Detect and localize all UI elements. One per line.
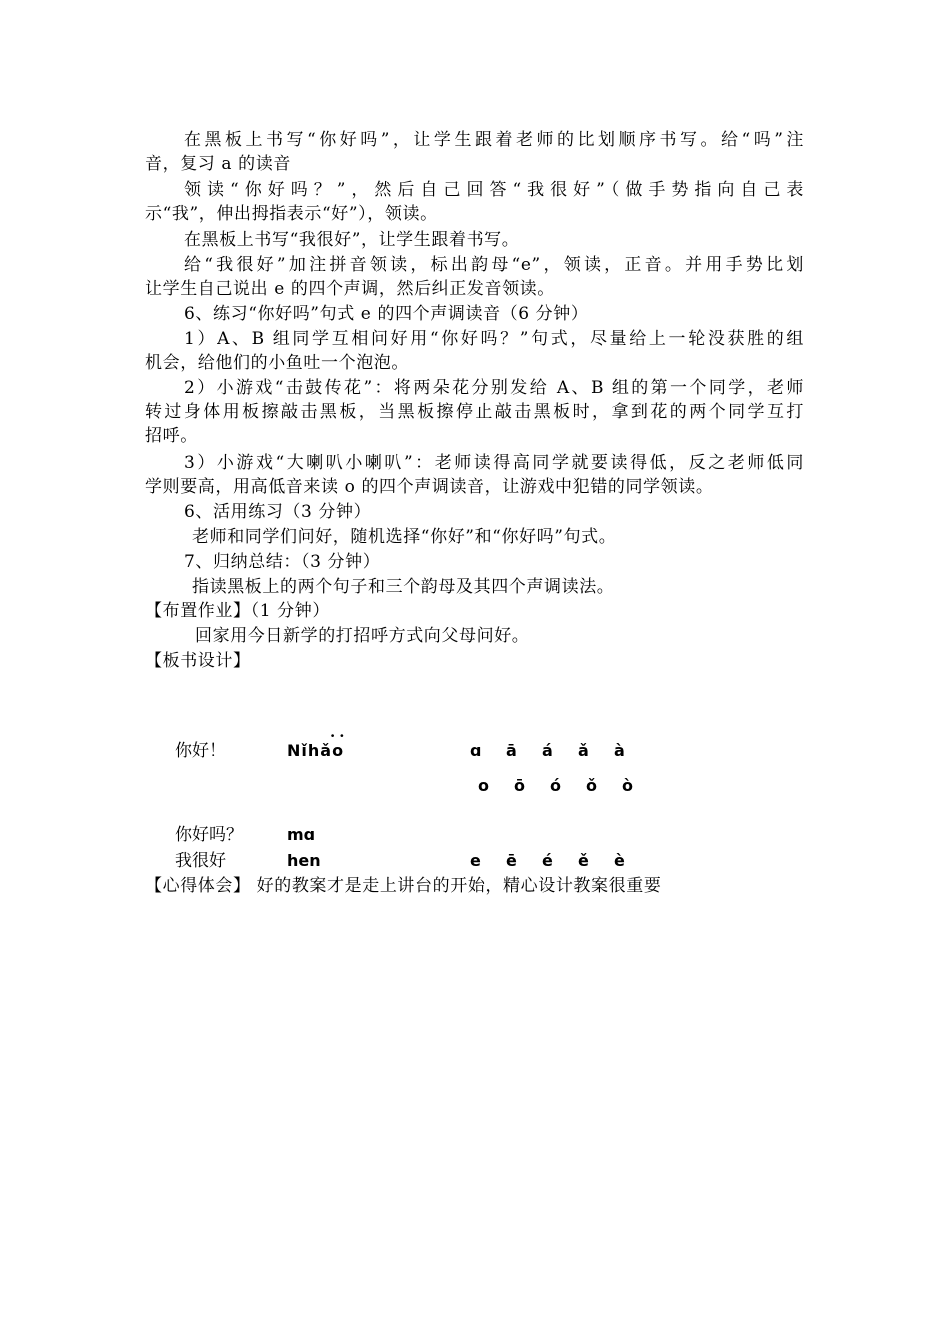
tone-mark: é — [542, 851, 553, 870]
tone-mark: ǎ — [578, 741, 589, 760]
tone-mark: ɑ — [470, 741, 482, 760]
paragraph-line: 1）A、B 组同学互相问好用“你好吗？”句式，尽量给上一轮没获胜的组 — [184, 329, 804, 349]
paragraph-line: 在黑板上书写“我很好”，让学生跟着书写。 — [184, 230, 520, 250]
tone-mark: ē — [506, 851, 517, 870]
board-pinyin: mɑ — [287, 825, 316, 844]
section-heading: 7、归纳总结：（3 分钟） — [184, 552, 381, 572]
paragraph-line: 2）小游戏“击鼓传花”：将两朵花分别发给 A、B 组的第一个同学，老师 — [184, 378, 804, 398]
paragraph-line: 在黑板上书写“你好吗”，让学生跟着老师的比划顺序书写。给“吗”注 — [184, 130, 804, 150]
paragraph-line: 3）小游戏“大喇叭小喇叭”：老师读得高同学就要读得低，反之老师低同 — [184, 453, 804, 473]
e-tones-row — [470, 850, 650, 872]
tone-dots: .. — [330, 723, 349, 741]
paragraph-line: 领读“你好吗？”，然后自己回答“我很好”（做手势指向自己表 — [184, 180, 804, 200]
paragraph-line: 转过身体用板擦敲击黑板，当黑板擦停止敲击黑板时，拿到花的两个同学互打 — [145, 402, 804, 422]
paragraph-line: 机会，给他们的小鱼吐一个泡泡。 — [145, 353, 409, 373]
paragraph-line: 指读黑板上的两个句子和三个韵母及其四个声调读法。 — [192, 577, 615, 597]
paragraph-line: 给“我很好”加注拼音领读，标出韵母“e”，领读，正音。并用手势比划 — [184, 255, 804, 275]
tone-mark: á — [542, 741, 553, 760]
board-pinyin: Nǐhǎo — [287, 741, 345, 760]
o-tones-row — [478, 775, 658, 797]
tone-mark: o — [478, 776, 489, 795]
tone-mark: è — [614, 851, 625, 870]
paragraph-line: 音，复习 a 的读音 — [145, 154, 291, 174]
board-sentence: 你好吗？ — [175, 825, 243, 845]
tone-mark: ō — [514, 776, 525, 795]
board-design-heading: 【板书设计】 — [145, 651, 251, 671]
reflection-heading: 【心得体会】 — [145, 876, 251, 896]
board-sentence: 你好！ — [175, 741, 226, 761]
tone-mark: ā — [506, 741, 517, 760]
reflection-line — [145, 874, 661, 898]
homework-text: 回家用今日新学的打招呼方式向父母问好。 — [195, 626, 530, 646]
homework-heading: 【布置作业】（1 分钟） — [145, 601, 330, 621]
paragraph-line: 老师和同学们问好，随机选择“你好”和“你好吗”句式。 — [192, 527, 617, 547]
board-sentence: 我很好 — [175, 851, 226, 871]
section-heading: 6、活用练习（3 分钟） — [184, 502, 372, 522]
tone-mark: à — [614, 741, 625, 760]
tone-mark: ǒ — [586, 776, 597, 795]
section-heading: 6、练习“你好吗”句式 e 的四个声调读音（6 分钟） — [184, 304, 589, 324]
a-tones-row — [470, 740, 650, 762]
paragraph-line: 学则要高，用高低音来读 o 的四个声调读音，让游戏中犯错的同学领读。 — [145, 477, 714, 497]
reflection-text: 好的教案才是走上讲台的开始，精心设计教案很重要 — [256, 876, 662, 896]
board-pinyin: hen — [287, 851, 321, 870]
paragraph-line: 让学生自己说出 e 的四个声调，然后纠正发音领读。 — [145, 279, 555, 299]
tone-mark: ó — [550, 776, 561, 795]
paragraph-line: 招呼。 — [145, 426, 198, 446]
tone-mark: e — [470, 851, 481, 870]
tone-mark: ò — [622, 776, 633, 795]
paragraph-line: 示“我”，伸出拇指表示“好”），领读。 — [145, 204, 438, 224]
tone-mark: ě — [578, 851, 589, 870]
